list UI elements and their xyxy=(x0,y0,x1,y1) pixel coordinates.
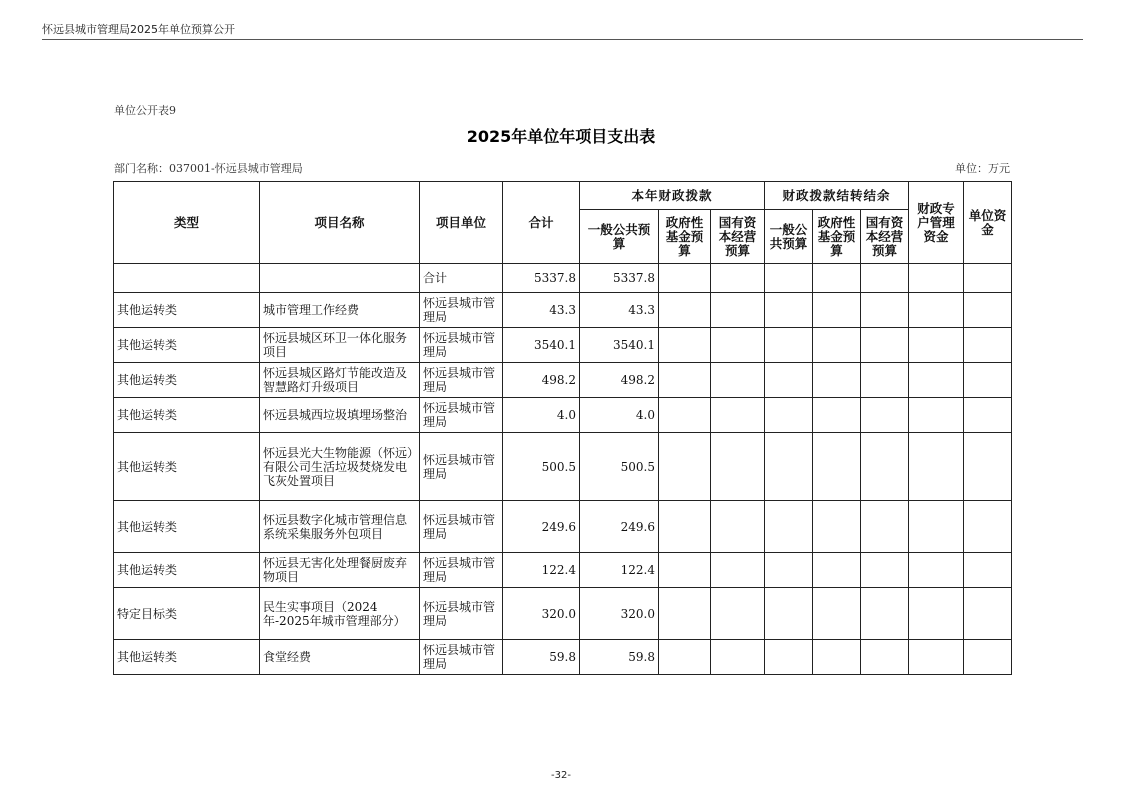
total-row-general: 5337.8 xyxy=(580,264,659,293)
header-project-name: 项目名称 xyxy=(260,182,420,264)
row-project-unit: 怀远县城市管理局 xyxy=(420,588,503,640)
row-general-budget: 500.5 xyxy=(580,433,659,501)
table-row xyxy=(114,640,1012,675)
page-title: 2025年单位年项目支出表 xyxy=(466,127,656,146)
row-type: 其他运转类 xyxy=(114,398,260,433)
total-row-total: 5337.8 xyxy=(503,264,580,293)
header-carry-state-capital-budget: 国有资本经营预算 xyxy=(861,210,909,264)
row-project-unit: 怀远县城市管理局 xyxy=(420,433,503,501)
row-total: 43.3 xyxy=(503,293,580,328)
row-total: 498.2 xyxy=(503,363,580,398)
row-total: 3540.1 xyxy=(503,328,580,363)
row-project-name: 城市管理工作经费 xyxy=(260,293,420,328)
total-row xyxy=(114,264,1012,293)
row-general-budget: 3540.1 xyxy=(580,328,659,363)
row-project-unit: 怀远县城市管理局 xyxy=(420,363,503,398)
table-row xyxy=(114,588,1012,640)
project-expenditure-table xyxy=(113,181,1012,675)
row-general-budget: 498.2 xyxy=(580,363,659,398)
header-rule xyxy=(42,39,1083,40)
table-number: 单位公开表9 xyxy=(114,104,176,117)
row-type: 其他运转类 xyxy=(114,501,260,553)
row-total: 59.8 xyxy=(503,640,580,675)
row-general-budget: 4.0 xyxy=(580,398,659,433)
row-general-budget: 43.3 xyxy=(580,293,659,328)
total-row-label: 合计 xyxy=(420,264,503,293)
row-type: 其他运转类 xyxy=(114,293,260,328)
header-project-unit: 项目单位 xyxy=(420,182,503,264)
row-total: 320.0 xyxy=(503,588,580,640)
row-project-name: 怀远县数字化城市管理信息系统采集服务外包项目 xyxy=(260,501,420,553)
header-type: 类型 xyxy=(114,182,260,264)
row-project-name: 食堂经费 xyxy=(260,640,420,675)
header-special-account-funds: 财政专户管理资金 xyxy=(909,182,964,264)
row-type: 其他运转类 xyxy=(114,553,260,588)
header-gov-fund-budget: 政府性基金预算 xyxy=(659,210,711,264)
row-project-unit: 怀远县城市管理局 xyxy=(420,501,503,553)
header-carry-gov-fund-budget: 政府性基金预算 xyxy=(813,210,861,264)
row-general-budget: 249.6 xyxy=(580,501,659,553)
row-project-unit: 怀远县城市管理局 xyxy=(420,553,503,588)
running-head: 怀远县城市管理局2025年单位预算公开 xyxy=(42,23,235,36)
header-state-capital-budget: 国有资本经营预算 xyxy=(711,210,765,264)
row-type: 其他运转类 xyxy=(114,433,260,501)
row-total: 122.4 xyxy=(503,553,580,588)
row-project-unit: 怀远县城市管理局 xyxy=(420,640,503,675)
page-number: -32- xyxy=(551,770,571,781)
unit-label: 单位：万元 xyxy=(955,162,1010,175)
header-carry-general-budget: 一般公共预算 xyxy=(765,210,813,264)
row-general-budget: 122.4 xyxy=(580,553,659,588)
table-row xyxy=(114,501,1012,553)
row-total: 4.0 xyxy=(503,398,580,433)
row-project-name: 怀远县光大生物能源（怀远）有限公司生活垃圾焚烧发电飞灰处置项目 xyxy=(260,433,420,501)
row-project-unit: 怀远县城市管理局 xyxy=(420,398,503,433)
row-project-unit: 怀远县城市管理局 xyxy=(420,328,503,363)
row-total: 249.6 xyxy=(503,501,580,553)
row-general-budget: 59.8 xyxy=(580,640,659,675)
row-project-name: 怀远县城区路灯节能改造及智慧路灯升级项目 xyxy=(260,363,420,398)
header-total: 合计 xyxy=(503,182,580,264)
row-type: 其他运转类 xyxy=(114,363,260,398)
row-type: 其他运转类 xyxy=(114,328,260,363)
table-row xyxy=(114,328,1012,363)
table-row xyxy=(114,363,1012,398)
table-row xyxy=(114,398,1012,433)
row-project-name: 怀远县城西垃圾填埋场整治 xyxy=(260,398,420,433)
table-row xyxy=(114,293,1012,328)
row-project-name: 怀远县无害化处理餐厨废弃物项目 xyxy=(260,553,420,588)
row-type: 特定目标类 xyxy=(114,588,260,640)
department-label: 部门名称：037001-怀远县城市管理局 xyxy=(114,162,303,175)
row-general-budget: 320.0 xyxy=(580,588,659,640)
header-current-year-allocation: 本年财政拨款 xyxy=(580,182,765,210)
header-general-budget: 一般公共预算 xyxy=(580,210,659,264)
row-project-name: 民生实事项目（2024年-2025年城市管理部分） xyxy=(260,588,420,640)
table-row xyxy=(114,433,1012,501)
header-unit-funds: 单位资金 xyxy=(964,182,1012,264)
row-project-unit: 怀远县城市管理局 xyxy=(420,293,503,328)
row-type: 其他运转类 xyxy=(114,640,260,675)
table-row xyxy=(114,553,1012,588)
row-total: 500.5 xyxy=(503,433,580,501)
header-carryover: 财政拨款结转结余 xyxy=(765,182,909,210)
row-project-name: 怀远县城区环卫一体化服务项目 xyxy=(260,328,420,363)
